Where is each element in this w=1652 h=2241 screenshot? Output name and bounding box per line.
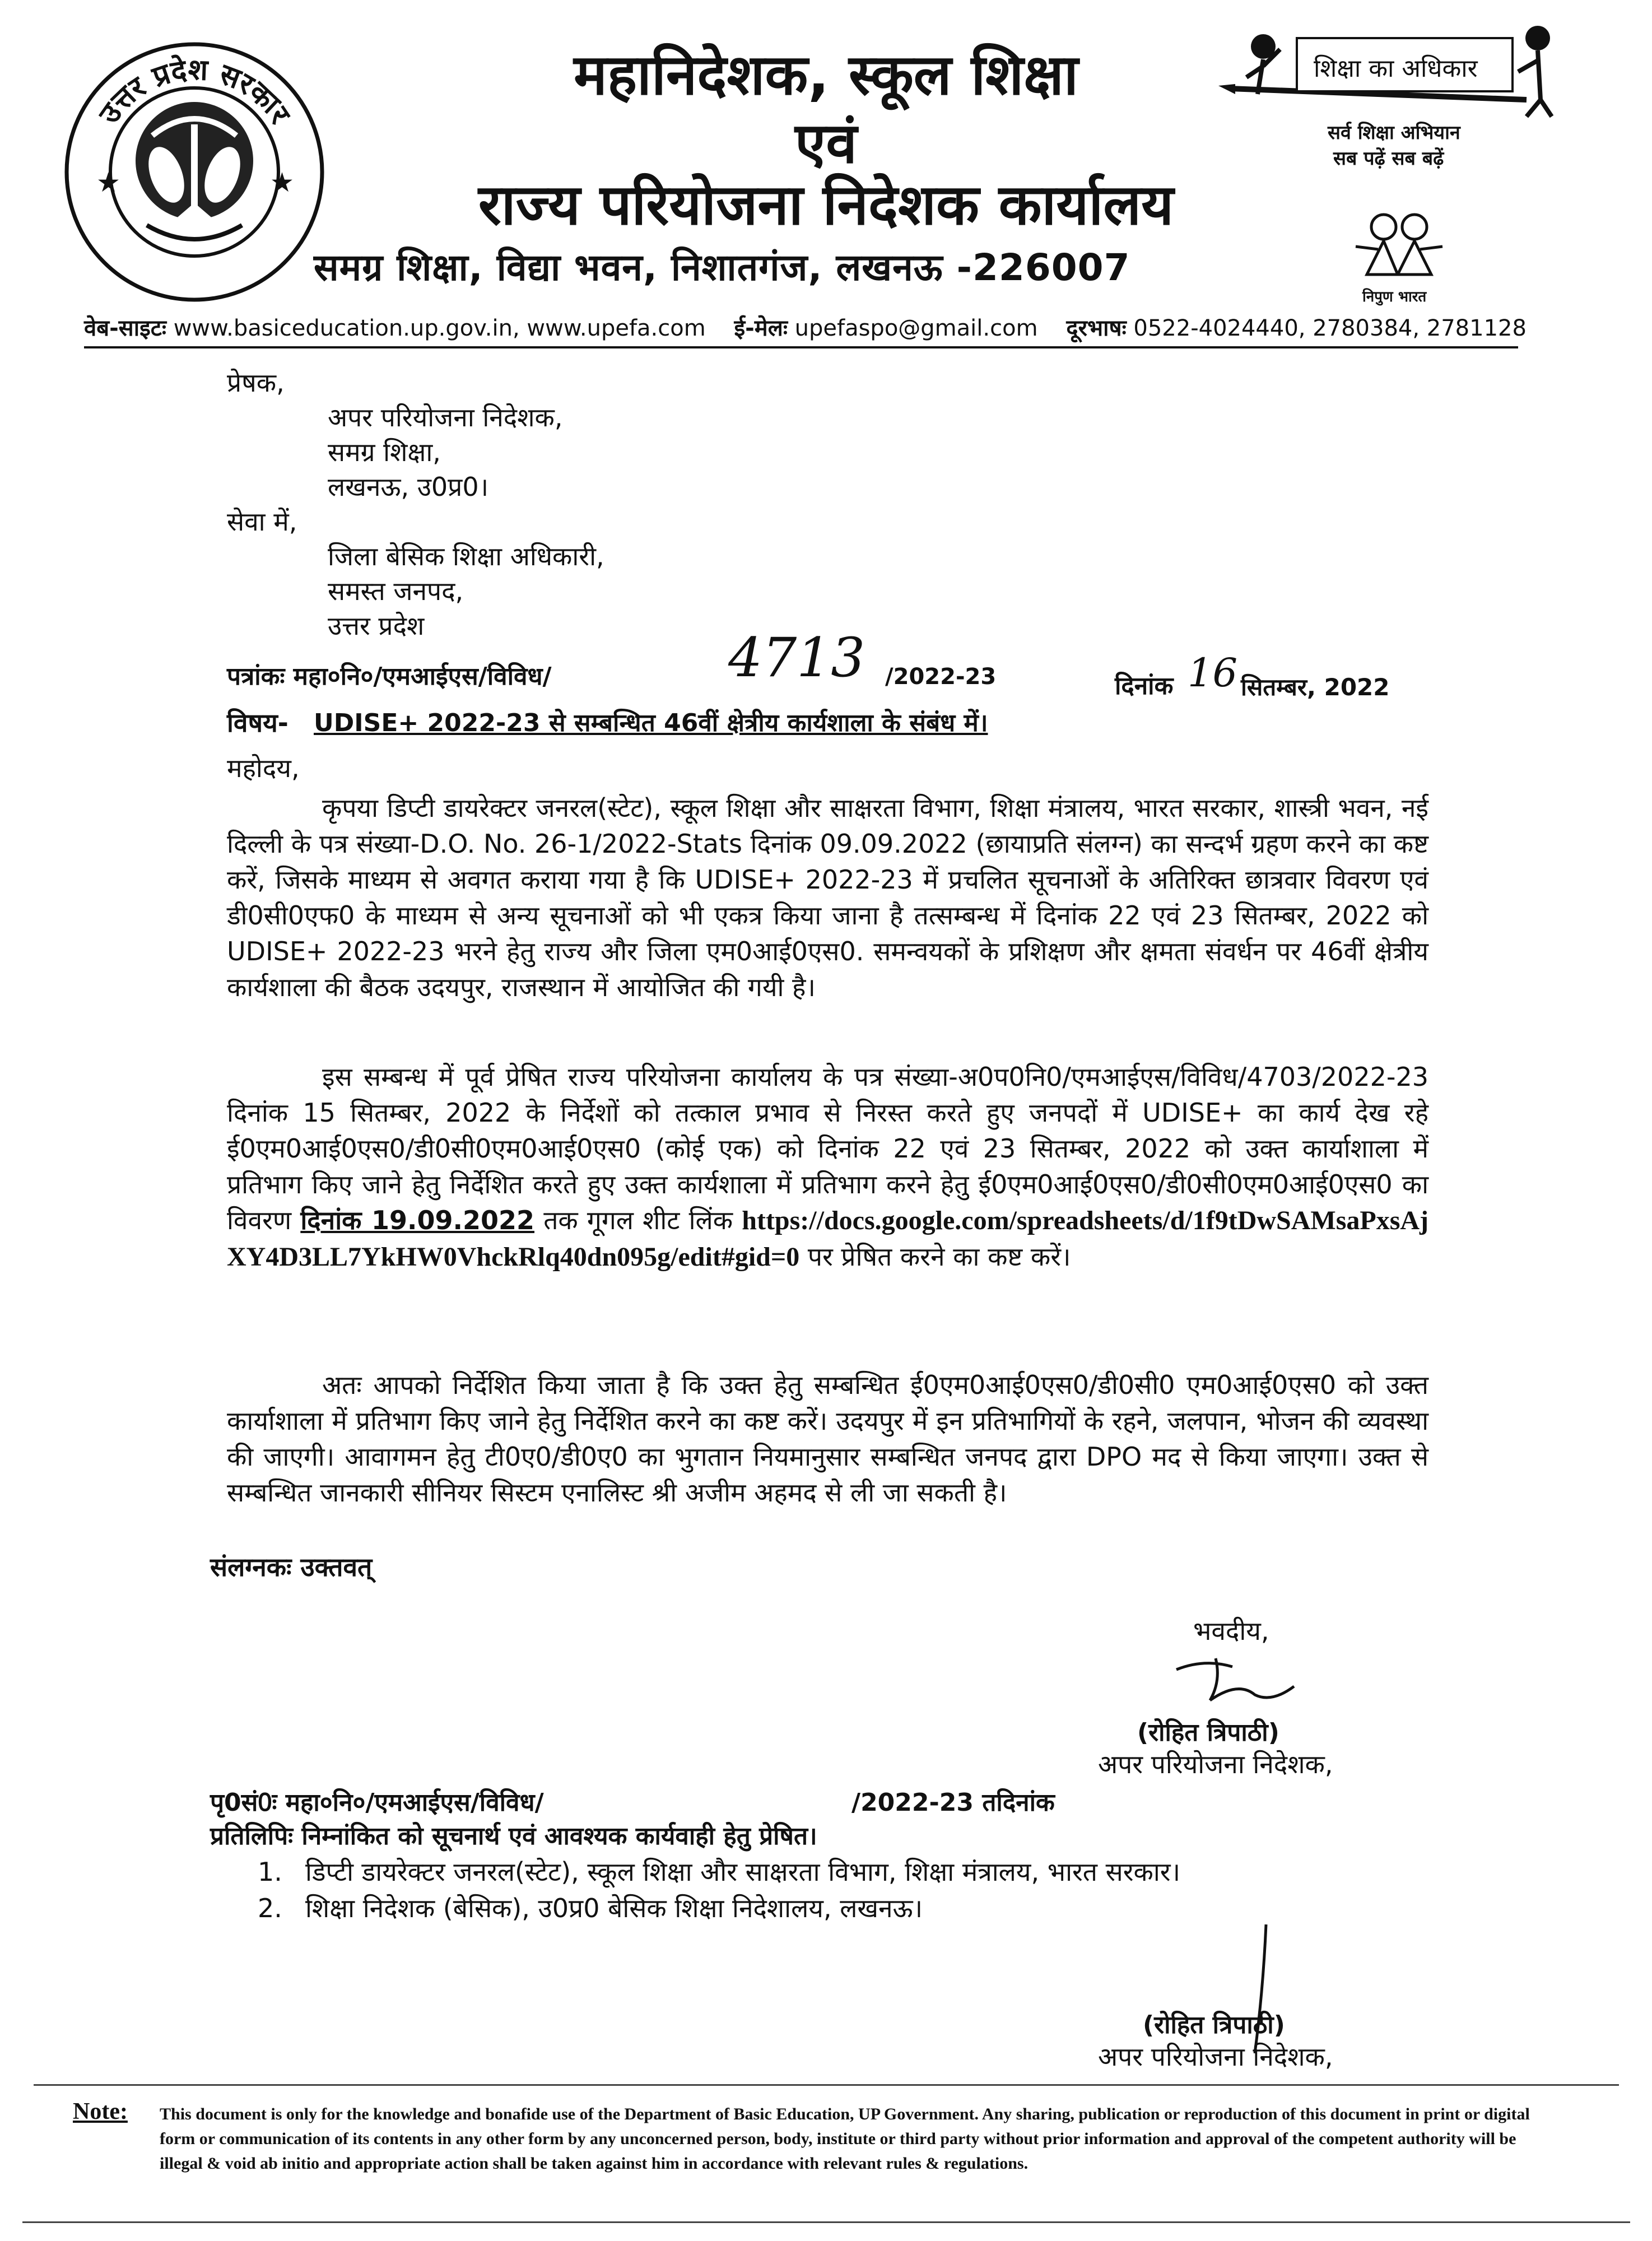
date-rest: सितम्बर, 2022 xyxy=(1241,673,1390,701)
endorsement-item-2-text: शिक्षा निदेशक (बेसिक), उ0प्र0 बेसिक शिक्षा निदेशालय, लखनऊ। xyxy=(305,1893,923,1923)
endorsement-number: पृ0सं0ः महा०नि०/एमआईएस/विविध/ xyxy=(210,1788,544,1817)
paragraph-2 xyxy=(227,1059,1428,1275)
google-sheet-link[interactable]: https://docs.google.com/spreadsheets/d/1f9tDwSAMsaPxsAjXY4D3LL7YkHW0VhckRlq40dn095g/edit#gid=0 xyxy=(227,1206,1429,1272)
endorsement-item-2-num: 2. xyxy=(258,1893,282,1923)
recipient-line2: समस्त जनपद, xyxy=(328,576,464,606)
paragraph-2-deadline: दिनांक 19.09.2022 xyxy=(300,1205,535,1235)
nipun-text: निपुण भारत xyxy=(1362,289,1427,305)
email-label: ई-मेलः xyxy=(734,315,788,341)
paragraph-2-body xyxy=(227,1059,1428,1275)
seal-text: उत्तर प्रदेश सरकार xyxy=(92,53,297,130)
office-title-line2: एवं xyxy=(795,110,857,176)
paragraph-1 xyxy=(227,790,1428,1005)
date-day-handwritten: 16 xyxy=(1188,650,1238,696)
recipient-line3: उत्तर प्रदेश xyxy=(328,611,425,641)
paragraph-2-text-b: तक गूगल शीट लिंक xyxy=(543,1205,733,1235)
phone-value: 0522-4024440, 2780384, 2781128 xyxy=(1133,315,1527,341)
note-divider xyxy=(34,2084,1619,2086)
sender-line3: लखनऊ, उ0प्र0। xyxy=(328,472,489,502)
handwritten-signature xyxy=(1171,1647,1300,1714)
recipient-label: सेवा में, xyxy=(227,506,297,537)
phone-label: दूरभाषः xyxy=(1066,315,1127,341)
office-title-line3: राज्य परियोजना निदेशक कार्यालय xyxy=(478,172,1174,238)
rte-text: शिक्षा का अधिकार xyxy=(1314,54,1478,83)
contact-line xyxy=(84,311,1527,342)
endorsement-year-date: /2022-23 तदिनांक xyxy=(851,1788,1055,1817)
letter-year: /2022-23 xyxy=(885,664,997,690)
paragraph-3-text: अतः आपको निर्देशित किया जाता है कि उक्त हेतु सम्बन्धित ई0एम0आई0एस0/डी0सी0 एम0आई0एस0 को उक्त कार्याशाला में प्रतिभाग किए जाने हेतु निर्देशित करने का कष्ट करें। उदयपुर में इन प्रतिभागियों के रहने, जलपान, भोजन की व्यवस्था की जाएगी। आवागमन हेतु टी0ए0/डी0ए0 का भुगतान नियमानुसार सम्बन्धित जनपद द्वारा DPO मद से किया जाएगा। उक्त से सम्बन्धित जानकारी सीनियर सिस्टम एनालिस्ट श्री अजीम अहमद से ली जा सकती है। xyxy=(227,1370,1428,1508)
ssa-line2: सब पढ़ें सब बढ़ें xyxy=(1333,147,1444,170)
salutation: महोदय, xyxy=(227,753,300,783)
subject-label: विषय- xyxy=(227,708,288,738)
email-value: upefaspo@gmail.com xyxy=(794,315,1038,341)
signature2-name: (रोहित त्रिपाठी) xyxy=(1143,2011,1285,2039)
endorsement-item-1-text: डिप्टी डायरेक्टर जनरल(स्टेट), स्कूल शिक्षा और साक्षरता विभाग, शिक्षा मंत्रालय, भारत सरकार। xyxy=(305,1857,1181,1887)
signature1-name: (रोहित त्रिपाठी) xyxy=(1137,1718,1279,1747)
enclosure: संलग्नकः उक्तवत् xyxy=(210,1552,373,1582)
footer-divider xyxy=(22,2221,1630,2223)
nipun-bharat-logo xyxy=(1344,207,1451,280)
svg-text:★: ★ xyxy=(270,167,295,198)
sender-label: प्रेषक, xyxy=(227,368,285,398)
website-value: www.basiceducation.up.gov.in, www.upefa.com xyxy=(173,315,706,341)
sender-line2: समग्र शिक्षा, xyxy=(328,437,441,467)
paragraph-2-text-c: पर प्रेषित करने का कष्ट करें। xyxy=(807,1242,1071,1272)
rte-logo xyxy=(1213,16,1560,122)
ssa-line1: सर्व शिक्षा अभियान xyxy=(1328,122,1460,144)
website-label: वेब-साइटः xyxy=(84,315,166,341)
note-text: This document is only for the knowledge and bonafide use of the Department of Basic Education, UP Government. Any sharing, publication or reproduction of this document in print or digital form or communication of its contents in any other form by any unconcerned person, body, institute or third party without prior information and approval of the competent authority will be illegal & void ab initio and appropriate action shall be taken against him in accordance with relevant rules & regulations. xyxy=(160,2105,1530,2173)
office-address: समग्र शिक्षा, विद्या भवन, निशातगंज, लखनऊ -226007 xyxy=(314,246,1130,289)
letter-number-handwritten: 4713 xyxy=(728,626,865,689)
subject-text: UDISE+ 2022-23 से सम्बन्धित 46वीं क्षेत्रीय कार्यशाला के संबंध में। xyxy=(314,709,988,737)
paragraph-2-text-a: इस सम्बन्ध में पूर्व प्रेषित राज्य परियोजना कार्यालय के पत्र संख्या-अ0प0नि0/एमआईएस/विविध/4703/2022-23 दिनांक 15 सितम्बर, 2022 के निर्देशों को तत्काल प्रभाव से निरस्त करते हुए जनपदों में UDISE+ का कार्य देख रहे ई0एम0आई0एस0/डी0सी0एम0आई0एस0 (कोई एक) को दिनांक 22 एवं 23 सितम्बर, 2022 को उक्त कार्याशाला में प्रतिभाग किए जाने हेतु निर्देशित करते हुए उक्त कार्यशाला में प्रतिभाग करने हेतु ई0एम0आई0एस0/डी0सी0एम0आई0एस0 का विवरण xyxy=(227,1062,1428,1235)
signature-closing: भवदीय, xyxy=(1193,1616,1269,1646)
svg-text:★: ★ xyxy=(96,167,121,198)
signature-scribble xyxy=(1171,1647,1300,1714)
signature2-designation: अपर परियोजना निदेशक, xyxy=(1098,2042,1333,2072)
note-label: Note: xyxy=(73,2099,128,2124)
nipun-logo-graphic xyxy=(1344,207,1451,280)
date-label: दिनांक xyxy=(1115,672,1174,700)
endorsement-copy-text: प्रतिलिपिः निम्नांकित को सूचनार्थ एवं आवश्यक कार्यवाही हेतु प्रेषित। xyxy=(210,1822,817,1851)
paragraph-1-text: कृपया डिप्टी डायरेक्टर जनरल(स्टेट), स्कूल शिक्षा और साक्षरता विभाग, शिक्षा मंत्रालय, भारत सरकार, शास्त्री भवन, नई दिल्ली के पत्र संख्या-D.O. No. 26-1/2022-Stats दिनांक 09.09.2022 (छायाप्रति संलग्न) का सन्दर्भ ग्रहण करने का कष्ट करें, जिसके माध्यम से अवगत कराया गया है कि UDISE+ 2022-23 में प्रचलित सूचनाओं के अतिरिक्त छात्रवार विवरण एवं डी0सी0एफ0 के माध्यम से अन्य सूचनाओं को भी एकत्र किया जाना है तत्सम्बन्ध में दिनांक 22 एवं 23 सितम्बर, 2022 को UDISE+ 2022-23 भरने हेतु राज्य और जिला एम0आई0एस0. समन्वयकों के प्रशिक्षण और क्षमता संवर्धन पर 46वीं क्षेत्रीय कार्यशाला की बैठक उदयपुर, राजस्थान में आयोजित की गयी है। xyxy=(227,793,1428,1002)
paragraph-3 xyxy=(227,1367,1428,1510)
recipient-line1: जिला बेसिक शिक्षा अधिकारी, xyxy=(328,541,604,571)
header-divider xyxy=(84,346,1518,348)
patrank: पत्रांकः महा०नि०/एमआईएस/विविध/ xyxy=(227,662,552,691)
sender-line1: अपर परियोजना निदेशक, xyxy=(328,402,563,433)
signature1-designation: अपर परियोजना निदेशक, xyxy=(1098,1749,1333,1779)
office-title-line1: महानिदेशक, स्कूल शिक्षा xyxy=(574,42,1078,108)
endorsement-item-1-num: 1. xyxy=(258,1857,282,1887)
